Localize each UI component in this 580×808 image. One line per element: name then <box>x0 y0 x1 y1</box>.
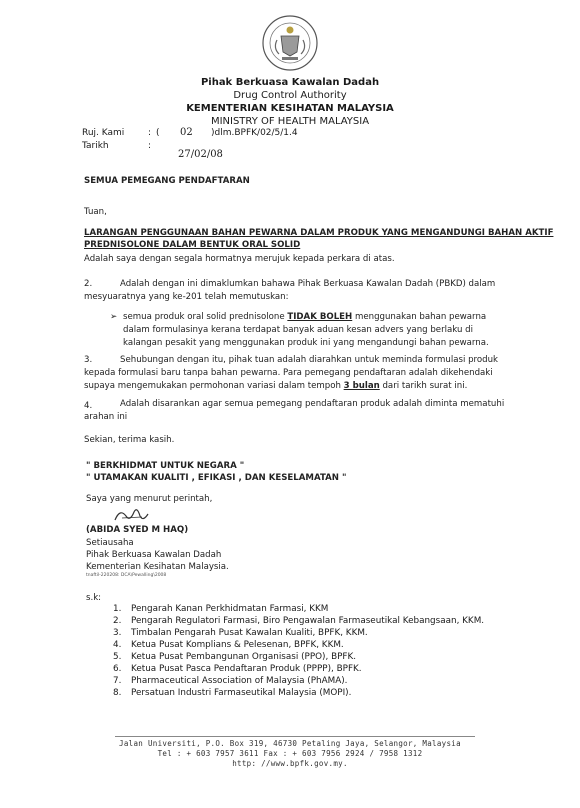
footer-divider <box>115 736 475 737</box>
cc-item-number: 5. <box>113 652 122 662</box>
cc-item-text: Ketua Pusat Pasca Pendaftaran Produk (PPPP), BPFK. <box>131 664 362 674</box>
bullet-emphasis: TIDAK BOLEH <box>287 312 353 322</box>
para-4-line-2: arahan ini <box>84 412 128 422</box>
para-3-number: 3. <box>84 355 93 365</box>
bullet-line-2: dalam formulasinya kerana terdapat banyak aduan kesan advers yang berlaku di <box>123 325 473 335</box>
para-3-deadline: 3 bulan <box>343 381 380 391</box>
cc-item-text: Ketua Pusat Komplians & Pelesenan, BPFK, KKM. <box>131 640 344 650</box>
cc-item-text: Timbalan Pengarah Pusat Kawalan Kualiti, BPFK, KKM. <box>131 628 368 638</box>
handwritten-signature <box>112 504 152 526</box>
cc-item <box>113 687 484 699</box>
cc-item-number: 1. <box>113 604 122 614</box>
sign-off: Saya yang menurut perintah, <box>86 494 213 504</box>
cc-item-number: 2. <box>113 616 122 626</box>
cc-item <box>113 627 484 639</box>
bullet-line-1 <box>123 311 486 324</box>
motto-line-2: " UTAMAKAN KUALITI , EFIKASI , DAN KESELAMATAN " <box>86 473 347 483</box>
ministry-name-ms: KEMENTERIAN KESIHATAN MALAYSIA <box>186 103 394 114</box>
cc-item-text: Pengarah Regulatori Farmasi, Biro Pengawalan Farmaseutikal Kebangsaan, KKM. <box>131 616 485 626</box>
footer <box>0 739 580 769</box>
ref-handwritten-number: 02 <box>180 127 193 138</box>
cc-item-text: Pharmaceutical Association of Malaysia (PhAMA). <box>131 676 348 686</box>
signatory-org-1: Pihak Berkuasa Kawalan Dadah <box>86 550 222 560</box>
ministry-crest-logo <box>261 14 319 72</box>
ref-colon: : <box>148 128 152 138</box>
date-value: 27/02/08 <box>178 149 223 160</box>
cc-item <box>113 675 484 687</box>
cc-item-number: 8. <box>113 688 122 698</box>
bullet-arrow-icon: ➢ <box>110 312 118 322</box>
signatory-title: Setiausaha <box>86 538 134 548</box>
authority-name-ms: Pihak Berkuasa Kawalan Dadah <box>200 77 380 88</box>
intro-paragraph: Adalah saya dengan segala hormatnya merujuk kepada perkara di atas. <box>84 254 395 264</box>
footer-address: Jalan Universiti, P.O. Box 319, 46730 Petaling Jaya, Selangor, Malaysia <box>119 739 461 748</box>
cc-item <box>113 651 484 663</box>
addressee: SEMUA PEMEGANG PENDAFTARAN <box>84 176 250 186</box>
footer-website: http: //www.bpfk.gov.my. <box>232 759 348 768</box>
cc-item-number: 7. <box>113 676 122 686</box>
para-2-line-2: mesyuaratnya yang ke-201 telah memutuskan: <box>84 292 289 302</box>
footer-phone-fax: Tel : + 603 7957 3611 Fax : + 603 7956 2924 / 7958 1312 <box>157 749 423 758</box>
bullet-text-pre: semua produk oral solid prednisolone <box>123 312 288 322</box>
cc-item-text: Pengarah Kanan Perkhidmatan Farmasi, KKM <box>131 604 329 614</box>
cc-list <box>113 603 484 699</box>
date-label: Tarikh <box>82 141 109 151</box>
ref-paren: ( <box>156 128 160 138</box>
cc-item <box>113 663 484 675</box>
signatory-name: (ABIDA SYED M HAQ) <box>86 525 189 535</box>
letterhead <box>0 76 580 128</box>
closing: Sekian, terima kasih. <box>84 435 175 445</box>
motto-line-1: " BERKHIDMAT UNTUK NEGARA " <box>86 461 245 471</box>
our-ref-value: )dlm.BPFK/02/5/1.4 <box>211 128 298 138</box>
para-3-line-3 <box>84 380 467 393</box>
para-3-line-1: Sehubungan dengan itu, pihak tuan adalah diarahkan untuk meminda formulasi produk <box>120 355 499 365</box>
authority-name-en: Drug Control Authority <box>233 90 347 101</box>
bullet-line-3: kalangan pesakit yang menggunakan produk ini yang mengandungi bahan pewarna. <box>123 338 489 348</box>
cc-item-number: 6. <box>113 664 122 674</box>
file-reference: tnaftil-220208: DCA\Pewalling\2008 <box>86 573 167 578</box>
para-2-number: 2. <box>84 279 93 289</box>
cc-item-text: Ketua Pusat Pembangunan Organisasi (PPO), BPFK. <box>131 652 357 662</box>
cc-item <box>113 603 484 615</box>
cc-label: s.k: <box>86 593 102 603</box>
cc-item-number: 3. <box>113 628 122 638</box>
para-4-line-1: Adalah disarankan agar semua pemegang pendaftaran produk adalah diminta mematuhi <box>120 399 505 409</box>
subject-line-2: PREDNISOLONE DALAM BENTUK ORAL SOLID <box>84 240 301 250</box>
para-4-number: 4. <box>84 401 93 411</box>
cc-item <box>113 639 484 651</box>
para-2-line-1: Adalah dengan ini dimaklumkan bahawa Pihak Berkuasa Kawalan Dadah (PBKD) dalam <box>120 279 496 289</box>
cc-item <box>113 615 484 627</box>
cc-item-text: Persatuan Industri Farmaseutikal Malaysia (MOPI). <box>131 688 352 698</box>
cc-item-number: 4. <box>113 640 122 650</box>
para-3-line-3-pre: supaya mengemukakan permohonan variasi dalam tempoh <box>84 381 344 391</box>
para-3-line-3-post: dari tarikh surat ini. <box>379 381 468 391</box>
subject-line-1: LARANGAN PENGGUNAAN BAHAN PEWARNA DALAM PRODUK YANG MENGANDUNGI BAHAN AKTIF <box>84 228 554 238</box>
our-ref-label: Ruj. Kami <box>82 128 125 138</box>
para-3-line-2: kepada formulasi baru tanpa bahan pewarna. Para pemegang pendaftaran adalah dikehendaki <box>84 368 493 378</box>
signatory-org-2: Kementerian Kesihatan Malaysia. <box>86 562 229 572</box>
salutation: Tuan, <box>84 207 107 217</box>
ministry-name-en: MINISTRY OF HEALTH MALAYSIA <box>210 116 370 127</box>
bullet-text-post: menggunakan bahan pewarna <box>352 312 487 322</box>
date-colon: : <box>148 141 152 151</box>
